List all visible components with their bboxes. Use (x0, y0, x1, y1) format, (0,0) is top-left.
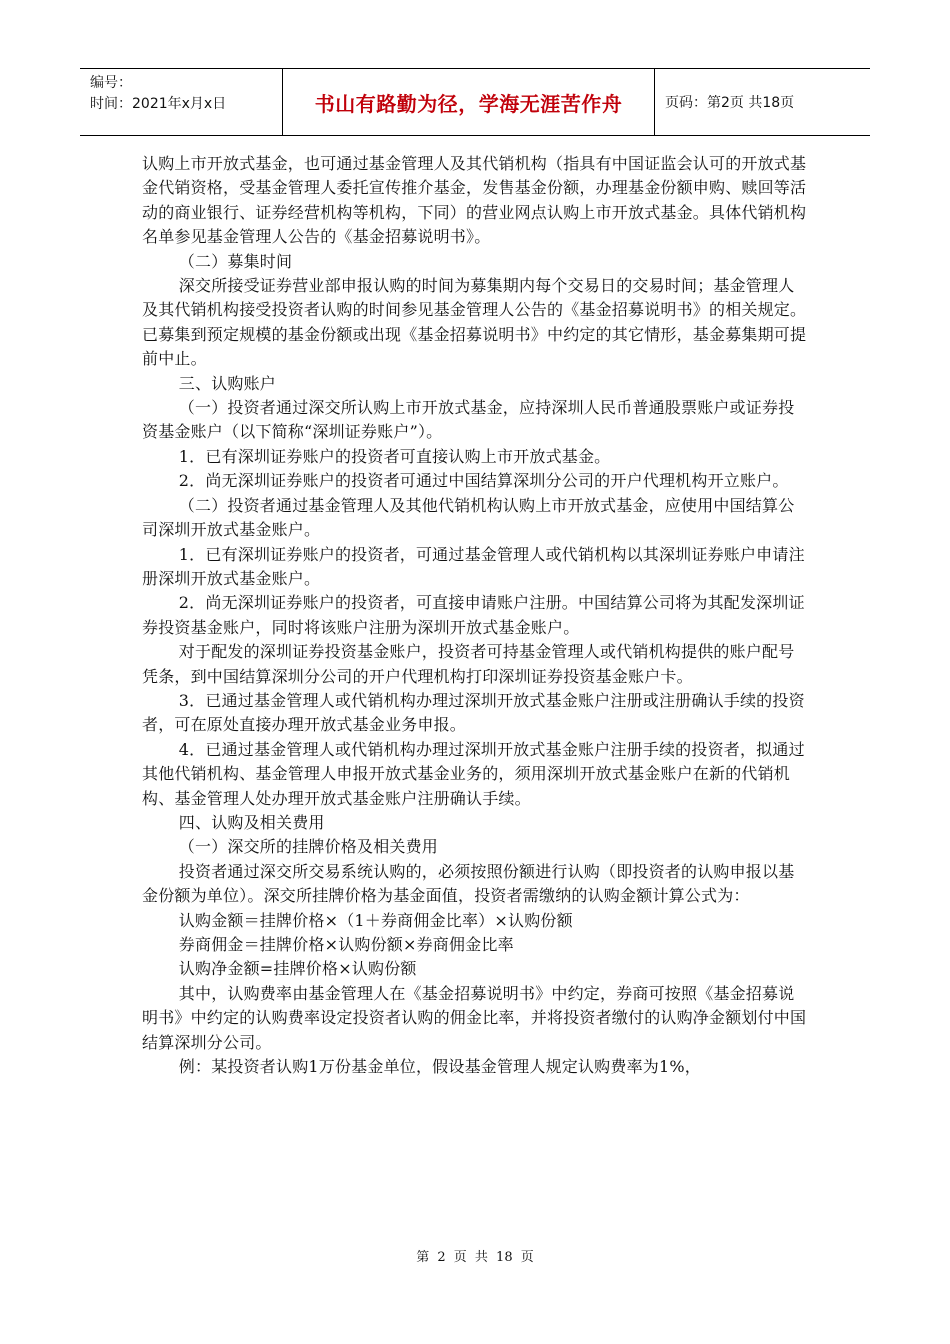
body-paragraph: 对于配发的深圳证券投资基金账户，投资者可持基金管理人或代销机构提供的账户配号凭条，到中国结算深圳分公司的开户代理机构打印深圳证券投资基金账户卡。 (142, 642, 795, 686)
header-meta (80, 69, 283, 135)
section-heading: 四、认购及相关费用 (178, 812, 325, 832)
formula-line: 认购金额＝挂牌价格×（1＋券商佣金比率）×认购份额 (178, 910, 573, 930)
page-footer: 第 2 页 共 18 页 (416, 1250, 534, 1265)
formula-line: 认购净金额=挂牌价格×认购份额 (178, 959, 417, 979)
header-motto: 书山有路勤为径，学海无涯苦作舟 (283, 69, 655, 135)
section-heading: 三、认购账户 (178, 373, 276, 393)
document-time-label: 时间：2021年x月x日 (90, 96, 227, 112)
body-paragraph: 2．尚无深圳证券账户的投资者，可直接申请账户注册。中国结算公司将为其配发深圳证券投资基金账户，同时将该账户注册为深圳开放式基金账户。 (142, 593, 805, 637)
formula-line: 券商佣金＝挂牌价格×认购份额×券商佣金比率 (178, 935, 514, 954)
header-page-number: 页码：第2页 共18页 (665, 95, 795, 111)
body-paragraph: 1．已有深圳证券账户的投资者，可通过基金管理人或代销机构以其深圳证券账户申请注册深圳开放式基金账户。 (142, 544, 805, 588)
section-subheading: （一）深交所的挂牌价格及相关费用 (178, 837, 438, 857)
body-paragraph: 4．已通过基金管理人或代销机构办理过深圳开放式基金账户注册手续的投资者，拟通过其他代销机构、基金管理人申报开放式基金业务的，须用深圳开放式基金账户在新的代销机构、基金管理人处办理开放式基金账户注册确认手续。 (142, 739, 805, 808)
document-number-label: 编号： (90, 75, 132, 91)
document-body (142, 152, 808, 1079)
section-subheading: （二）募集时间 (178, 251, 293, 271)
body-paragraph: 投资者通过深交所交易系统认购的，必须按照份额进行认购（即投资者的认购申报以基金份额为单位）。深交所挂牌价格为基金面值，投资者需缴纳的认购金额计算公式为： (142, 861, 795, 906)
body-paragraph: （一）投资者通过深交所认购上市开放式基金，应持深圳人民币普通股票账户或证券投资基金账户（以下简称“深圳证券账户”）。 (142, 398, 795, 442)
body-paragraph: （二）投资者通过基金管理人及其他代销机构认购上市开放式基金，应使用中国结算公司深圳开放式基金账户。 (142, 495, 795, 540)
body-paragraph: 3．已通过基金管理人或代销机构办理过深圳开放式基金账户注册或注册确认手续的投资者，可在原处直接办理开放式基金业务申报。 (142, 690, 805, 735)
body-paragraph: 1．已有深圳证券账户的投资者可直接认购上市开放式基金。 (178, 446, 611, 466)
body-paragraph: 例：某投资者认购1万份基金单位，假设基金管理人规定认购费率为1%， (178, 1057, 701, 1077)
body-paragraph: 其中，认购费率由基金管理人在《基金招募说明书》中约定，券商可按照《基金招募说明书》中约定的认购费率设定投资者认购的佣金比率，并将投资者缴付的认购净金额划付中国结算深圳分公司。 (142, 983, 807, 1052)
body-paragraph: 深交所接受证券营业部申报认购的时间为募集期内每个交易日的交易时间；基金管理人及其代销机构接受投资者认购的时间参见基金管理人公告的《基金招募说明书》的相关规定。已募集到预定规模的基金份额或出现《基金招募说明书》中约定的其它情形，基金募集期可提前中止。 (142, 276, 807, 369)
page-header (80, 68, 870, 136)
body-paragraph: 2．尚无深圳证券账户的投资者可通过中国结算深圳分公司的开户代理机构开立账户。 (178, 471, 789, 491)
body-paragraph: 认购上市开放式基金，也可通过基金管理人及其代销机构（指具有中国证监会认可的开放式基金代销资格，受基金管理人委托宣传推介基金，发售基金份额，办理基金份额申购、赎回等活动的商业银行、证券经营机构等机构，下同）的营业网点认购上市开放式基金。具体代销机构名单参见基金管理人公告的《基金招募说明书》。 (142, 154, 807, 247)
